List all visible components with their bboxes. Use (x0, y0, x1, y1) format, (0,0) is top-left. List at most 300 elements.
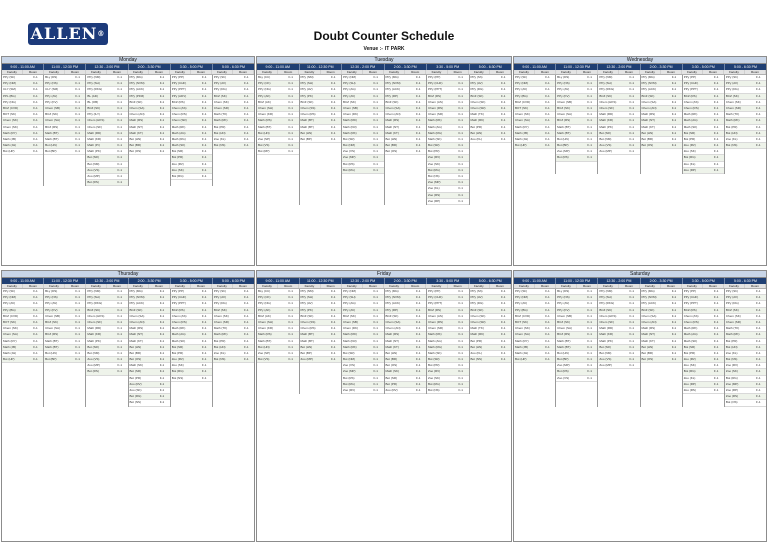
room-cell: F-1 (545, 118, 550, 123)
room-cell: F-1 (159, 112, 165, 117)
faculty-cell: Math (JB) (3, 136, 17, 141)
venue-label: Venue :- (363, 46, 383, 52)
time-slot-label: 2:00 - 3:30 PM (129, 64, 171, 70)
room-cell: F-1 (33, 99, 38, 104)
room-cell: F-1 (415, 105, 421, 110)
slot-column (129, 289, 171, 407)
faculty-cell: Zoo (SP) (258, 350, 271, 355)
faculty-cell: Math (BT) (557, 130, 571, 135)
faculty-cell: Math (KT) (641, 338, 655, 343)
faculty-cell: Chem (RS) (428, 319, 444, 324)
room-cell: F-1 (117, 363, 123, 368)
faculty-cell: Math (KR) (343, 124, 357, 129)
faculty-cell: Chem (SA) (515, 332, 530, 337)
room-cell: F-1 (33, 295, 38, 300)
room-cell: F-1 (458, 357, 463, 362)
room-cell: F-1 (713, 149, 719, 154)
room-cell: F-1 (201, 307, 207, 312)
room-column-header: Room (490, 284, 511, 288)
faculty-cell: Chem (SK) (725, 99, 741, 104)
room-cell: F-1 (288, 124, 293, 129)
faculty-cell: Zoo (RV) (171, 161, 184, 166)
faculty-cell: BOT (SK) (3, 112, 16, 117)
room-cell: F-1 (671, 118, 677, 123)
faculty-cell: Math (BT) (45, 136, 59, 141)
day-title: Wednesday (514, 57, 766, 64)
faculty-cell: Bot (SR) (171, 149, 184, 154)
room-cell: F-1 (756, 105, 761, 110)
time-slot-label: 5:00 - 6:30 PM (478, 279, 502, 283)
room-cell: F-1 (587, 338, 592, 343)
faculty-cell: PPy (NM) (300, 75, 314, 79)
room-cell: F-1 (117, 167, 123, 172)
faculty-cell: Zoo (SK) (683, 363, 696, 368)
faculty-cell: Chem (RS) (171, 319, 187, 324)
faculty-cell: BCZ (RS) (557, 118, 571, 123)
faculty-cell: Bot (BR) (385, 143, 398, 148)
faculty-column-header: Faculty (514, 284, 535, 288)
room-cell: F-1 (756, 124, 761, 129)
faculty-cell: CLY (SM) (3, 87, 16, 92)
room-cell: F-1 (500, 93, 506, 98)
room-cell: F-1 (587, 369, 592, 374)
faculty-cell: Bot (HN) (45, 143, 57, 148)
faculty-cell: Chem (HKS) (87, 313, 105, 318)
faculty-cell: PPy (PP) (428, 289, 441, 293)
room-cell: F-1 (415, 75, 421, 79)
faculty-cell: PPy (Sh) (470, 75, 483, 79)
room-cell: F-1 (671, 313, 677, 318)
faculty-cell: Math (RK) (428, 332, 442, 337)
faculty-cell: Bot (NS) (725, 357, 738, 362)
day-title: Saturday (514, 271, 766, 278)
room-cell: F-1 (288, 75, 293, 79)
faculty-cell: PPy (AG) (343, 301, 356, 306)
faculty-cell: PPy (NS) (557, 81, 570, 86)
table-row (2, 357, 43, 363)
room-cell: F-1 (587, 93, 592, 98)
faculty-cell: Math (BT) (300, 118, 314, 123)
faculty-cell: Math (RY) (515, 338, 529, 343)
faculty-cell: Chem (RS) (300, 112, 316, 117)
room-cell: F-1 (288, 149, 293, 154)
faculty-cell: Zoo (RV) (129, 381, 142, 386)
room-cell: F-1 (373, 149, 378, 154)
room-cell: F-1 (415, 87, 421, 92)
faculty-cell: PPy (AV) (470, 81, 483, 86)
room-cell: F-1 (713, 338, 719, 343)
faculty-cell: Math (Pr) (87, 143, 100, 148)
faculty-cell: Math (RK) (343, 344, 357, 349)
table-row (427, 388, 469, 394)
room-cell: F-1 (33, 289, 38, 293)
room-column-header: Room (703, 284, 724, 288)
faculty-cell: Bot (NM) (343, 143, 355, 148)
faculty-cell: PPy (KV) (45, 307, 58, 312)
faculty-cell: Math (RG) (428, 344, 443, 349)
room-cell: F-1 (159, 400, 165, 405)
table-row (213, 143, 254, 149)
time-slot-label: 3:30 - 5:00 PM (427, 278, 470, 284)
room-cell: F-1 (756, 332, 761, 337)
faculty-cell: Math (AG) (428, 124, 442, 129)
faculty-cell: Math (KR) (599, 332, 614, 337)
room-cell: F-1 (330, 130, 336, 135)
room-cell: F-1 (201, 112, 207, 117)
faculty-cell: Chem (SS) (300, 105, 316, 110)
room-cell: F-1 (756, 363, 761, 368)
faculty-cell: Math (KT) (385, 130, 399, 135)
room-cell: F-1 (671, 75, 677, 79)
faculty-cell: BLy (DS) (557, 75, 570, 79)
room-cell: F-1 (201, 174, 207, 178)
faculty-cell: Zoo (RV) (343, 388, 356, 392)
room-cell: F-1 (330, 124, 336, 129)
faculty-cell: Math (SK) (385, 369, 400, 374)
room-cell: F-1 (458, 313, 463, 318)
room-cell: F-1 (713, 112, 719, 117)
faculty-cell: Chem (SR) (470, 105, 486, 110)
faculty-cell: BLy (CC) (258, 289, 271, 293)
room-cell: F-1 (373, 350, 378, 355)
room-cell: F-1 (713, 118, 719, 123)
faculty-cell: PPy (NM) (343, 75, 356, 79)
faculty-cell: Math (PK) (599, 338, 613, 343)
faculty-cell: Chem (SK) (3, 124, 18, 129)
room-column-header: Room (23, 70, 44, 74)
table-row (342, 388, 384, 394)
room-cell: F-1 (75, 75, 80, 79)
room-cell: F-1 (201, 149, 207, 154)
slot-column (683, 75, 725, 174)
faculty-cell: Math (RY) (515, 124, 529, 129)
room-cell: F-1 (756, 289, 761, 293)
room-cell: F-1 (500, 295, 506, 300)
room-cell: F-1 (756, 307, 761, 312)
slot-column (171, 75, 213, 186)
room-cell: F-1 (500, 105, 506, 110)
faculty-cell: Chem (SB) (343, 319, 358, 324)
room-column-header: Room (745, 284, 766, 288)
faculty-cell: PPy (PP) (683, 289, 697, 293)
room-column-header: Room (661, 70, 682, 74)
room-cell: F-1 (288, 338, 293, 343)
room-cell: F-1 (373, 326, 378, 331)
room-cell: F-1 (415, 344, 421, 349)
room-cell: F-1 (117, 344, 123, 349)
room-cell: F-1 (330, 105, 336, 110)
room-cell: F-1 (159, 87, 165, 92)
faculty-cell: Bot (PR) (470, 338, 483, 343)
room-cell: F-1 (629, 143, 635, 148)
room-cell: F-1 (330, 99, 336, 104)
time-slot-label: 9:00 - 11:00 AM (257, 278, 300, 284)
room-cell: F-1 (629, 118, 635, 123)
table-row (641, 143, 682, 149)
faculty-cell: Bot (RS) (557, 155, 569, 160)
table-row (683, 168, 724, 174)
faculty-cell: Zoo (MP) (87, 363, 100, 368)
room-cell: F-1 (117, 136, 123, 141)
faculty-column-header: Faculty (44, 70, 65, 74)
table-row (470, 137, 512, 143)
room-cell: F-1 (373, 338, 378, 343)
room-cell: F-1 (629, 112, 635, 117)
room-column-header: Room (363, 70, 384, 74)
room-cell: F-1 (244, 301, 249, 306)
room-cell: F-1 (288, 301, 293, 306)
faculty-cell: Chem (SB) (45, 313, 61, 318)
faculty-column-header: Faculty (384, 70, 405, 74)
schedule-grid (257, 75, 511, 205)
faculty-cell: Math (RK) (725, 118, 740, 123)
faculty-cell: PPy (NS) (557, 295, 570, 300)
room-cell: F-1 (201, 326, 207, 331)
room-cell: F-1 (201, 295, 207, 300)
room-column-header: Room (405, 70, 426, 74)
table-row (385, 388, 427, 394)
room-cell: F-1 (671, 319, 677, 324)
faculty-cell: Bot (HP) (515, 143, 527, 148)
slot-column (300, 289, 343, 394)
room-cell: F-1 (587, 81, 592, 86)
room-cell: F-1 (244, 326, 249, 331)
faculty-cell: Chem (AN) (385, 326, 401, 331)
faculty-cell: Chem (HKS) (599, 313, 617, 318)
room-cell: F-1 (629, 313, 635, 318)
room-column-header: Room (363, 284, 384, 288)
slot-column (725, 289, 766, 407)
faculty-cell: PPy (DG) (470, 87, 484, 92)
faculty-column-header: Faculty (299, 70, 320, 74)
room-cell: F-1 (500, 81, 506, 86)
room-cell: F-1 (756, 313, 761, 318)
room-cell: F-1 (373, 388, 378, 392)
faculty-cell: PPy (MG) (385, 75, 399, 79)
room-cell: F-1 (629, 326, 635, 331)
faculty-cell: Chem (SK) (515, 112, 530, 117)
faculty-cell: Chem (RS) (171, 112, 187, 117)
faculty-cell: PPy (NVM) (641, 295, 657, 300)
room-cell: F-1 (458, 174, 463, 178)
room-cell: F-1 (117, 161, 123, 166)
room-cell: F-1 (500, 99, 506, 104)
faculty-cell: PPy (NM) (599, 75, 613, 79)
faculty-cell: Bot (RG) (343, 381, 355, 386)
time-slot-label: 3:30 - 5:00 PM (171, 64, 213, 70)
room-cell: F-1 (288, 350, 293, 355)
table-row (129, 400, 170, 406)
faculty-cell: Zoo (MP) (599, 149, 612, 154)
room-cell: F-1 (458, 344, 463, 349)
faculty-cell: PPy (RP) (385, 307, 399, 312)
room-cell: F-1 (159, 344, 165, 349)
room-cell: F-1 (629, 319, 635, 324)
faculty-cell: PPy (AK) (258, 93, 271, 98)
room-cell: F-1 (713, 381, 719, 386)
faculty-cell: Bot (NS) (213, 357, 226, 362)
room-cell: F-1 (458, 186, 463, 191)
room-column-header: Room (448, 70, 469, 74)
room-cell: F-1 (545, 75, 550, 79)
room-cell: F-1 (117, 143, 123, 148)
page-title: Doubt Counter Schedule (313, 29, 455, 43)
faculty-cell: Bot (HP) (3, 149, 15, 154)
faculty-cell: PPy (MG) (641, 289, 655, 293)
faculty-column-header: Faculty (257, 284, 278, 288)
faculty-cell: Math (SK) (428, 136, 442, 141)
room-cell: F-1 (244, 81, 249, 86)
room-cell: F-1 (713, 81, 719, 86)
room-cell: F-1 (33, 93, 38, 98)
faculty-cell: Chem (AN) (129, 112, 145, 117)
faculty-cell: PPy (CK) (258, 81, 271, 86)
room-cell: F-1 (500, 357, 506, 362)
faculty-cell: PPy (BG) (3, 307, 16, 312)
day-panel-wednesday (513, 56, 767, 266)
faculty-cell: PPy (NM) (87, 289, 101, 293)
faculty-cell: Math (JH) (515, 350, 529, 355)
faculty-cell: Math (BT) (557, 124, 571, 129)
room-column-header: Room (65, 284, 86, 288)
room-cell: F-1 (373, 381, 378, 386)
faculty-cell: PPy (CK) (258, 295, 271, 300)
room-cell: F-1 (671, 136, 677, 141)
room-cell: F-1 (201, 357, 207, 362)
faculty-cell: Chem (SR) (428, 326, 444, 331)
time-slot-label: 11:00 - 12:30 PM (556, 278, 598, 284)
room-cell: F-1 (330, 295, 336, 300)
faculty-cell: Zoo (SK) (129, 388, 142, 392)
room-column-header: Room (233, 284, 254, 288)
faculty-cell: Chem (SK) (213, 99, 229, 104)
faculty-cell: Bot (HN) (213, 344, 226, 349)
faculty-cell: Chem (AN) (641, 319, 657, 324)
room-cell: F-1 (159, 357, 165, 362)
room-cell: F-1 (201, 319, 207, 324)
faculty-cell: Chem (SA) (3, 332, 18, 337)
room-cell: F-1 (587, 319, 592, 324)
faculty-cell: PPy (RKG) (87, 87, 103, 92)
room-cell: F-1 (244, 124, 249, 129)
faculty-cell: Math (BT) (557, 344, 571, 349)
room-cell: F-1 (545, 289, 550, 293)
room-cell: F-1 (159, 307, 165, 312)
faculty-cell: PPy (MG) (641, 75, 655, 79)
faculty-cell: BCZ (RS) (171, 307, 185, 312)
faculty-cell: BCZ (SK) (385, 313, 399, 318)
faculty-cell: Math (BT) (258, 338, 272, 343)
room-column-header: Room (535, 70, 556, 74)
room-cell: F-1 (330, 332, 336, 337)
faculty-column-header: Faculty (598, 284, 619, 288)
faculty-cell: PPy (PP) (683, 75, 697, 79)
room-cell: F-1 (500, 136, 506, 141)
room-cell: F-1 (713, 136, 719, 141)
room-cell: F-1 (244, 136, 249, 141)
faculty-cell: Math (BT) (300, 124, 314, 129)
faculty-cell: Bot (NS) (470, 357, 483, 362)
faculty-cell: Math (TK) (725, 326, 740, 331)
faculty-cell: Math (TK) (470, 326, 484, 331)
table-row (514, 143, 555, 149)
room-cell: F-1 (629, 363, 635, 368)
room-cell: F-1 (415, 388, 421, 392)
faculty-cell: Bot (SR) (171, 344, 184, 349)
faculty-cell: PPy (AV) (515, 301, 528, 306)
room-cell: F-1 (117, 93, 123, 98)
room-cell: F-1 (671, 357, 677, 362)
faculty-cell: Bot (HN) (641, 344, 654, 349)
room-cell: F-1 (629, 357, 635, 362)
faculty-cell: PPy (Sh) (515, 75, 528, 79)
faculty-cell: Bot (HN) (470, 344, 483, 349)
faculty-cell: PPy (AV) (45, 93, 58, 98)
room-cell: F-1 (373, 118, 378, 123)
day-title: Tuesday (257, 57, 511, 64)
faculty-cell: BCZ (CVD) (515, 99, 531, 104)
room-cell: F-1 (117, 301, 123, 306)
room-cell: F-1 (500, 118, 506, 123)
room-cell: F-1 (33, 319, 38, 324)
room-cell: F-1 (458, 326, 463, 331)
faculty-cell: Math (TK) (213, 326, 228, 331)
faculty-cell: Bot (BR) (641, 350, 654, 355)
faculty-cell: Chem (SA) (515, 118, 530, 123)
faculty-cell: Bot (HN) (258, 130, 270, 135)
table-row (725, 400, 766, 406)
faculty-cell: Math (RS) (129, 326, 144, 331)
room-cell: F-1 (587, 118, 592, 123)
faculty-cell: Math (RK) (171, 326, 186, 331)
room-cell: F-1 (33, 112, 38, 117)
faculty-cell: PPy (AV) (557, 301, 570, 306)
room-cell: F-1 (415, 93, 421, 98)
room-cell: F-1 (756, 369, 761, 374)
faculty-cell: PPy (AV) (300, 87, 313, 92)
faculty-cell: Chem (KR) (258, 112, 274, 117)
room-cell: F-1 (671, 130, 677, 135)
faculty-cell: PPy (SH) (343, 295, 356, 300)
room-cell: F-1 (201, 118, 207, 123)
room-cell: F-1 (75, 357, 80, 362)
faculty-cell: Zoo (KL) (470, 136, 483, 141)
room-cell: F-1 (415, 112, 421, 117)
room-cell: F-1 (756, 388, 761, 392)
faculty-cell: Chem (AN) (129, 319, 145, 324)
faculty-cell: Bot (RG) (683, 155, 696, 160)
table-row (683, 388, 724, 394)
room-cell: F-1 (545, 357, 550, 362)
faculty-cell: BCZ (RS) (45, 332, 59, 337)
faculty-cell: Bot (HN) (385, 136, 398, 141)
room-cell: F-1 (415, 118, 421, 123)
room-cell: F-1 (756, 112, 761, 117)
room-cell: F-1 (671, 124, 677, 129)
time-slot-label: 2:00 - 3:30 PM (641, 278, 683, 284)
room-cell: F-1 (159, 105, 165, 110)
room-cell: F-1 (75, 344, 80, 349)
faculty-cell: Bot (RS) (343, 161, 355, 166)
room-cell: F-1 (756, 143, 761, 148)
room-cell: F-1 (75, 112, 80, 117)
room-cell: F-1 (415, 143, 421, 148)
slot-column (683, 289, 725, 407)
slot-column (213, 289, 254, 407)
faculty-cell: Zoo (VS) (343, 149, 356, 154)
room-cell: F-1 (545, 307, 550, 312)
faculty-cell: Math (RY) (3, 130, 17, 135)
